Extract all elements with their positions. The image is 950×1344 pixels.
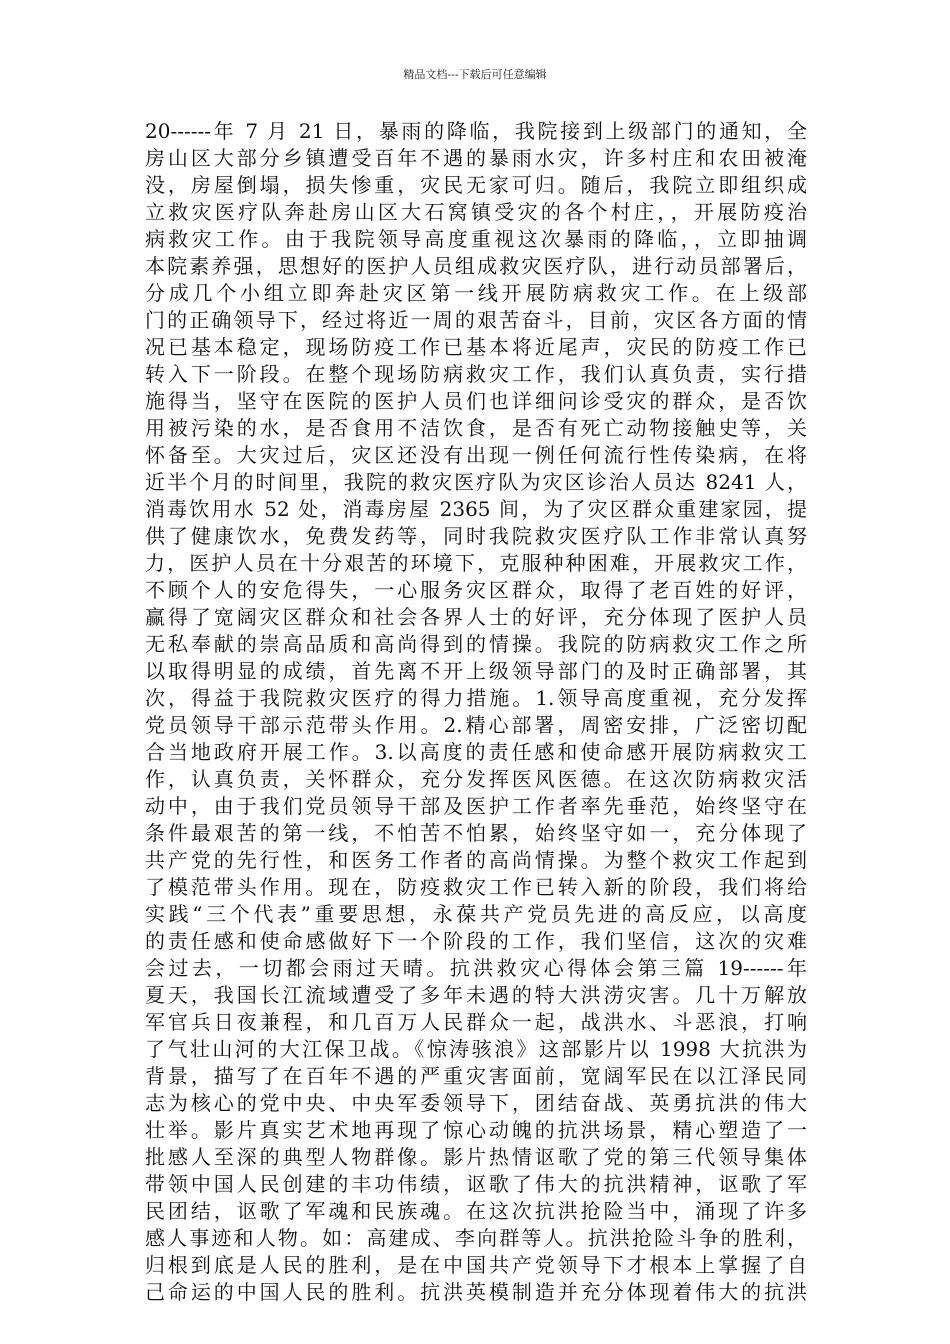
text-line: 的责任感和使命感做好下一个阶段的工作，我们坚信，这次的灾难 [145,929,807,953]
text-line: 20------年 7 月 21 日，暴雨的降临，我院接到上级部门的通知，全 [145,119,807,143]
text-line: 病救灾工作。由于我院领导高度重视这次暴雨的降临，，立即抽调 [145,227,807,251]
text-line: 批感人至深的典型人物群像。影片热情讴歌了党的第三代领导集体 [145,1145,807,1169]
text-line: 己命运的中国人民的胜利。抗洪英模制造并充分体现着伟大的抗洪 [145,1280,807,1304]
text-line: 志为核心的党中央、中央军委领导下，团结奋战、英勇抗洪的伟大 [145,1091,807,1115]
text-line: 共产党的先行性，和医务工作者的高尚情操。为整个救灾工作起到 [145,848,807,872]
text-line: 背景，描写了在百年不遇的严重灾害面前，宽阔军民在以江泽民同 [145,1064,807,1088]
text-line: 怀备至。大灾过后，灾区还没有出现一例任何流行性传染病，在将 [145,443,807,467]
document-body [145,118,807,1306]
text-line: 壮举。影片真实艺术地再现了惊心动魄的抗洪场景，精心塑造了一 [145,1118,807,1142]
text-line: 施得当，坚守在医院的医护人员们也详细问诊受灾的群众，是否饮 [145,389,807,413]
text-line: 没，房屋倒塌，损失惨重，灾民无家可归。随后，我院立即组织成 [145,173,807,197]
text-line: 立救灾医疗队奔赴房山区大石窝镇受灾的各个村庄，，开展防疫治 [145,200,807,224]
text-line: 动中，由于我们党员领导干部及医护工作者率先垂范，始终坚守在 [145,794,807,818]
text-line: 会过去，一切都会雨过天晴。抗洪救灾心得体会第三篇 19------年 [145,956,807,980]
text-line: 民团结，讴歌了军魂和民族魂。在这次抗洪抢险当中，涌现了许多 [145,1199,807,1223]
text-line: 不顾个人的安危得失，一心服务灾区群众，取得了老百姓的好评， [145,578,807,602]
text-line: 实践“三个代表”重要思想，永葆共产党员先进的高反应，以高度 [145,902,807,926]
page-header: 精品文档---下载后可任意编辑 [403,68,547,81]
text-line: 带领中国人民创建的丰功伟绩，讴歌了伟大的抗洪精神，讴歌了军 [145,1172,807,1196]
text-line: 门的正确领导下，经过将近一周的艰苦奋斗，目前，灾区各方面的情 [145,308,807,332]
text-line: 无私奉献的崇高品质和高尚得到的情操。我院的防病救灾工作之所 [145,632,807,656]
text-line: 了模范带头作用。现在，防疫救灾工作已转入新的阶段，我们将给 [145,875,807,899]
text-line: 条件最艰苦的第一线，不怕苦不怕累，始终坚守如一，充分体现了 [145,821,807,845]
text-line: 转入下一阶段。在整个现场防病救灾工作，我们认真负责，实行措 [145,362,807,386]
text-line: 夏天，我国长江流域遭受了多年未遇的特大洪涝灾害。几十万解放 [145,983,807,1007]
text-line: 力，医护人员在十分艰苦的环境下，克服种种困难，开展救灾工作， [145,551,807,575]
text-line: 作，认真负责，关怀群众，充分发挥医风医德。在这次防病救灾活 [145,767,807,791]
text-line: 以取得明显的成绩，首先离不开上级领导部门的及时正确部署，其 [145,659,807,683]
text-line: 分成几个小组立即奔赴灾区第一线开展防病救灾工作。在上级部 [145,281,807,305]
text-line: 合当地政府开展工作。3.以高度的责任感和使命感开展防病救灾工 [145,740,807,764]
text-line: 感人事迹和人物。如：高建成、李向群等人。抗洪抢险斗争的胜利， [145,1226,807,1250]
text-line: 次，得益于我院救灾医疗的得力措施。1.领导高度重视，充分发挥 [145,686,807,710]
text-line: 供了健康饮水，免费发药等，同时我院救灾医疗队工作非常认真努 [145,524,807,548]
text-line: 近半个月的时间里，我院的救灾医疗队为灾区诊治人员达 8241 人， [145,470,807,494]
text-line: 况已基本稳定，现场防疫工作已基本将近尾声，灾民的防疫工作已 [145,335,807,359]
text-line: 用被污染的水，是否食用不洁饮食，是否有死亡动物接触史等，关 [145,416,807,440]
text-line: 了气壮山河的大江保卫战。《惊涛骇浪》这部影片以 1998 大抗洪为 [145,1037,807,1061]
text-line: 归根到底是人民的胜利，是在中国共产党领导下才根本上掌握了自 [145,1253,807,1277]
text-line: 房山区大部分乡镇遭受百年不遇的暴雨水灾，许多村庄和农田被淹 [145,146,807,170]
text-line: 军官兵日夜兼程，和几百万人民群众一起，战洪水、斗恶浪，打响 [145,1010,807,1034]
text-line: 党员领导干部示范带头作用。2.精心部署，周密安排，广泛密切配 [145,713,807,737]
text-line: 消毒饮用水 52 处，消毒房屋 2365 间，为了灾区群众重建家园，提 [145,497,807,521]
text-line: 本院素养强，思想好的医护人员组成救灾医疗队，进行动员部署后， [145,254,807,278]
text-line: 赢得了宽阔灾区群众和社会各界人士的好评，充分体现了医护人员 [145,605,807,629]
